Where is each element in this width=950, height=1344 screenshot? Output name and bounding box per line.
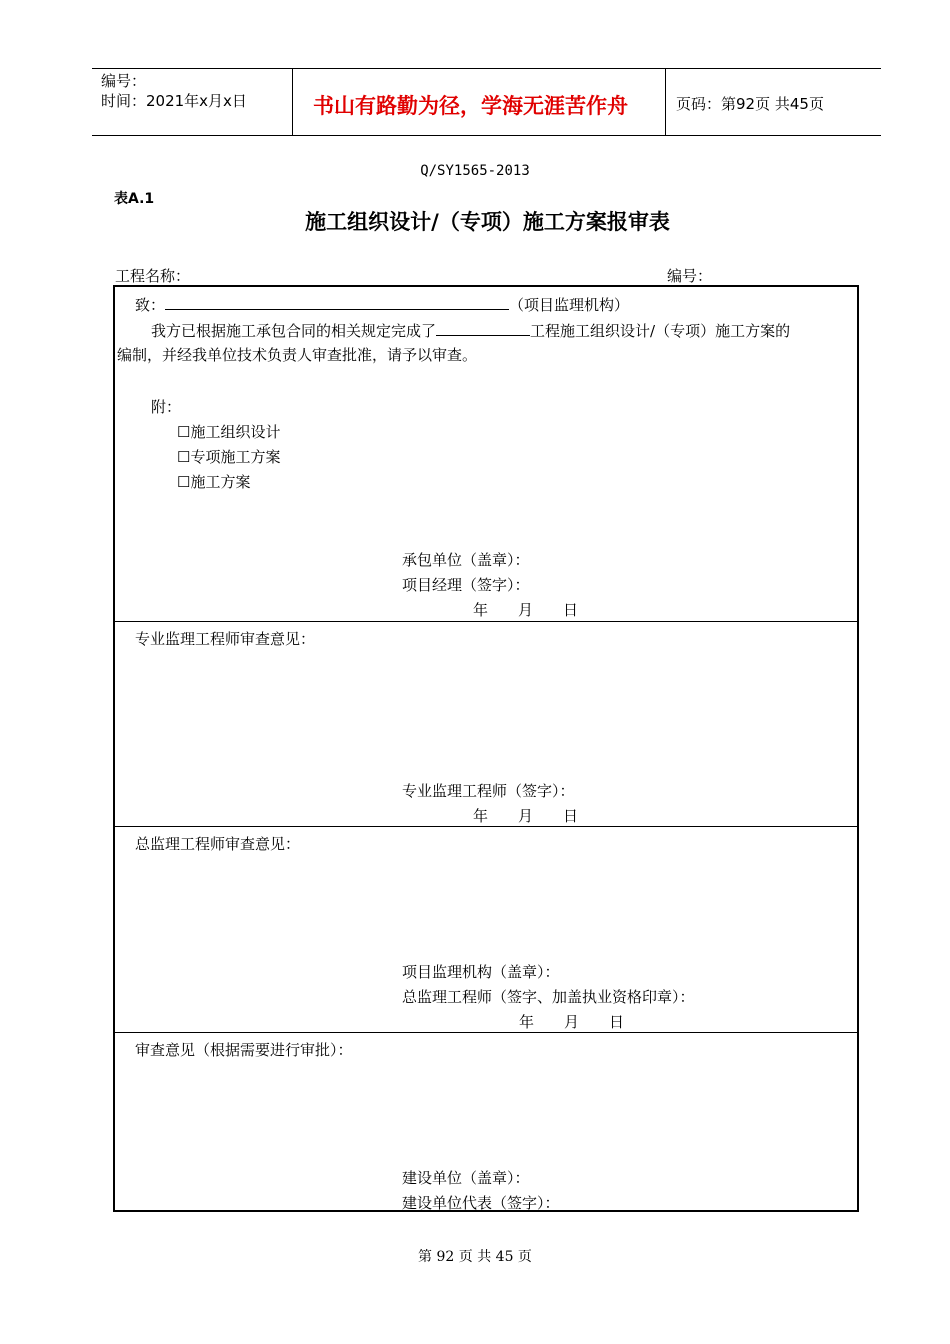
section3-chief-sign: 总监理工程师（签字、加盖执业资格印章）： <box>402 988 695 1006</box>
body-line-1 <box>151 319 790 341</box>
to-suffix: （项目监理机构） <box>509 296 630 314</box>
header-time: 时间：2021年x月x日 <box>101 92 247 110</box>
header-top-rule <box>92 68 881 69</box>
section1-date: 年 月 日 <box>473 601 579 619</box>
attach-label: 附： <box>151 398 182 416</box>
number-label: 编号： <box>667 267 713 285</box>
header-divider-1 <box>292 69 293 136</box>
row-divider-3 <box>115 1032 857 1033</box>
header-motto: 书山有路勤为径，学海无涯苦作舟 <box>313 94 628 118</box>
row-divider-1 <box>115 621 857 622</box>
section2-date: 年 月 日 <box>473 807 579 825</box>
project-blank[interactable] <box>436 319 530 336</box>
header-page-info: 页码：第92页 共45页 <box>676 95 824 113</box>
page-title: 施工组织设计/（专项）施工方案报审表 <box>305 210 670 234</box>
body-text-b: 工程施工组织设计/（专项）施工方案的 <box>530 322 791 340</box>
section4-owner-seal: 建设单位（盖章）： <box>402 1169 530 1187</box>
to-line <box>135 293 629 315</box>
section3-date: 年 月 日 <box>519 1013 625 1031</box>
table-id: 表A.1 <box>114 191 155 207</box>
attachment-construction-plan[interactable]: ☐施工方案 <box>177 473 251 491</box>
standard-code: Q/SY1565-2013 <box>420 163 530 179</box>
attachment-label: 施工方案 <box>190 473 251 491</box>
attachment-special-plan[interactable]: ☐专项施工方案 <box>177 448 281 466</box>
to-prefix: 致： <box>135 296 166 314</box>
header-number-label: 编号： <box>101 72 147 90</box>
section4-owner-rep-sign: 建设单位代表（签字）： <box>402 1194 560 1212</box>
contractor-seal: 承包单位（盖章）： <box>402 551 530 569</box>
attachment-label: 施工组织设计 <box>190 423 281 441</box>
manager-sign: 项目经理（签字）： <box>402 576 530 594</box>
section3-org-seal: 项目监理机构（盖章）： <box>402 963 560 981</box>
section3-heading: 总监理工程师审查意见： <box>135 835 301 853</box>
recipient-blank[interactable] <box>165 293 509 310</box>
row-divider-2 <box>115 826 857 827</box>
footer-page-number: 第 92 页 共 45 页 <box>418 1249 532 1265</box>
attachment-org-design[interactable]: ☐施工组织设计 <box>177 423 281 441</box>
project-name-label: 工程名称： <box>115 267 191 285</box>
attachment-label: 专项施工方案 <box>190 448 281 466</box>
body-text-a: 我方已根据施工承包合同的相关规定完成了 <box>151 322 437 340</box>
review-form-table <box>113 285 859 1212</box>
section2-heading: 专业监理工程师审查意见： <box>135 630 316 648</box>
header-bottom-rule <box>92 135 881 136</box>
section2-sign: 专业监理工程师（签字）： <box>402 782 575 800</box>
section4-heading: 审查意见（根据需要进行审批）： <box>135 1041 353 1059</box>
body-line-2: 编制，并经我单位技术负责人审查批准，请予以审查。 <box>117 346 478 364</box>
header-divider-2 <box>665 69 666 136</box>
